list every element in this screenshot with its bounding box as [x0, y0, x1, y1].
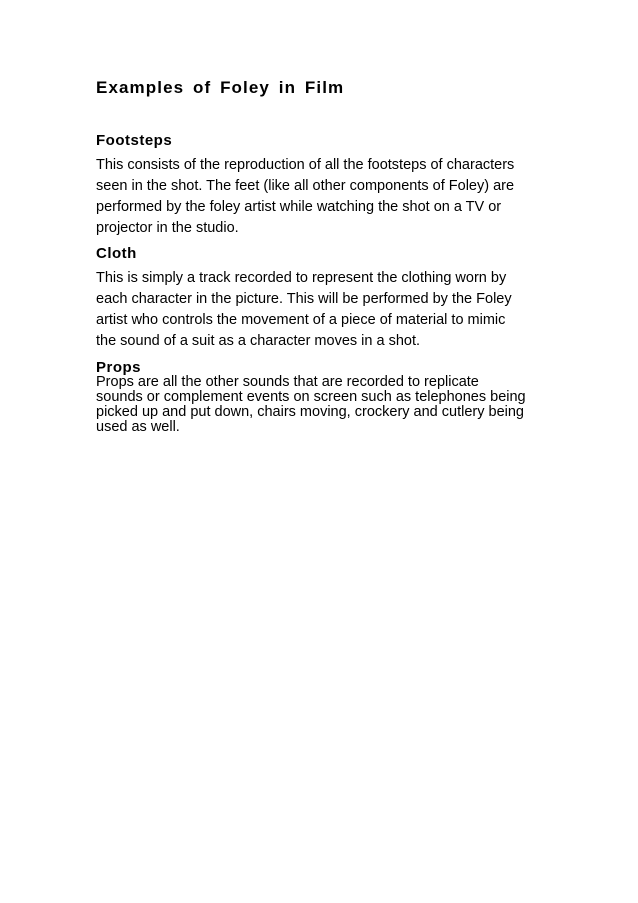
paragraph-line: This consists of the reproduction of all the footsteps of characters: [96, 157, 515, 173]
paragraph-line: each character in the picture. This will be performed by the Foley: [96, 291, 512, 307]
paragraph-line: performed by the foley artist while watching the shot on a TV or: [96, 199, 502, 215]
paragraph-line: picked up and put down, chairs moving, crockery and cutlery being: [96, 404, 524, 420]
section-heading-props: Props: [96, 359, 142, 376]
paragraph-line: projector in the studio.: [96, 220, 239, 236]
paragraph-line: This is simply a track recorded to represent the clothing worn by: [96, 270, 507, 286]
page-title: Examples of Foley in Film: [96, 78, 345, 97]
paragraph-line: used as well.: [96, 419, 180, 435]
paragraph-line: the sound of a suit as a character moves in a shot.: [96, 333, 421, 349]
paragraph-line: Props are all the other sounds that are recorded to replicate: [96, 374, 479, 390]
section-body-props: [96, 375, 546, 435]
section-heading-footsteps: Footsteps: [96, 132, 173, 149]
section-body-footsteps: [96, 155, 546, 239]
section-heading-cloth: Cloth: [96, 245, 137, 262]
paragraph-line: artist who controls the movement of a piece of material to mimic: [96, 312, 506, 328]
paragraph-line: seen in the shot. The feet (like all other components of Foley) are: [96, 178, 515, 194]
paragraph-line: sounds or complement events on screen such as telephones being: [96, 389, 526, 405]
section-body-cloth: [96, 268, 546, 352]
